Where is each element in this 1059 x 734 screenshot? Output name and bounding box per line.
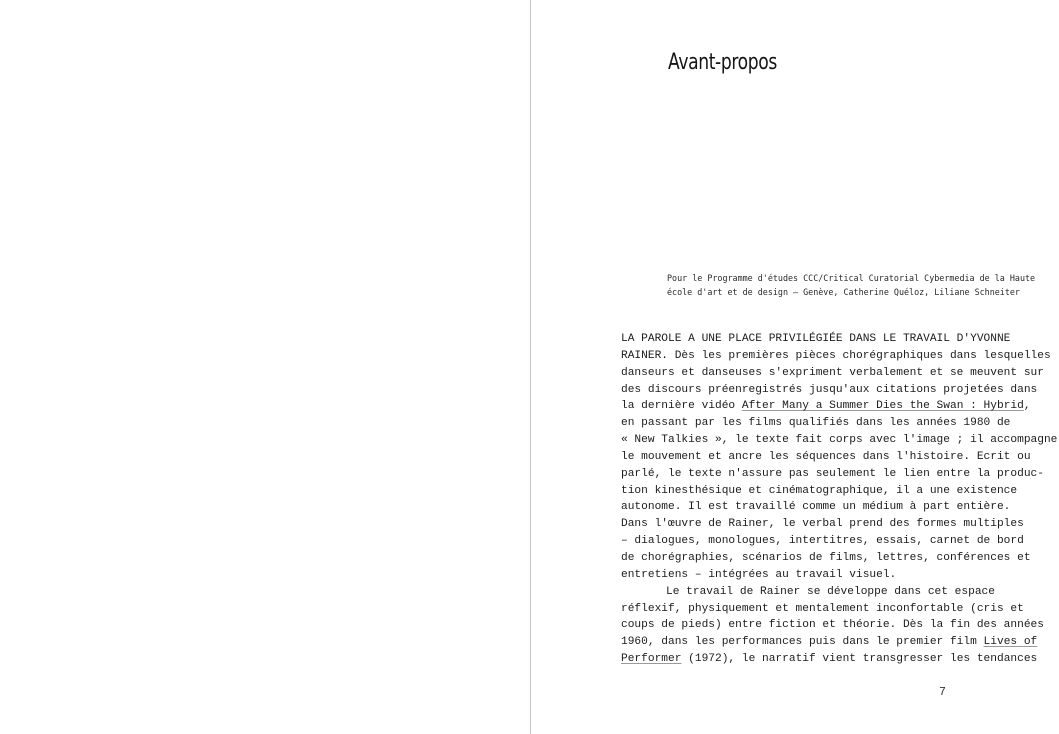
body-line: tion kinesthésique et cinématographique, il a une existence: [621, 484, 1018, 497]
credit-note: [667, 271, 1036, 299]
credit-line: école d'art et de design – Genève, Catherine Quéloz, Liliane Schneiter: [667, 287, 1020, 297]
body-line: – dialogues, monologues, intertitres, essais, carnet de bord: [621, 535, 1024, 548]
body-line-indented: Le travail de Rainer se développe dans cet espace: [666, 585, 995, 598]
page-number: 7: [939, 686, 946, 699]
right-page: [531, 0, 1059, 734]
body-line: LA PAROLE A UNE PLACE PRIVILÉGIÉE DANS LE TRAVAIL D'YVONNE: [621, 333, 1011, 345]
body-line: 1960, dans les performances puis dans le premier film Lives of: [621, 636, 1038, 649]
body-line: coups de pieds) entre fiction et théorie. Dès la fin des années: [621, 619, 1044, 632]
body-line: la dernière vidéo After Many a Summer Dies the Swan : Hybrid,: [621, 400, 1031, 413]
body-line: « New Talkies », le texte fait corps avec l'image ; il accompagne: [621, 434, 1058, 447]
body-line: de chorégraphies, scénarios de films, lettres, conférences et: [621, 551, 1031, 564]
body-line: Performer (1972), le narratif vient transgresser les tendances: [621, 653, 1038, 666]
body-line: des discours préenregistrés jusqu'aux citations projetées dans: [621, 383, 1038, 396]
body-line: danseurs et danseuses s'expriment verbalement et se meuvent sur: [621, 366, 1044, 379]
body-line: le mouvement et ancre les séquences dans l'histoire. Ecrit ou: [621, 450, 1031, 463]
body-line: RAINER. Dès les premières pièces chorégraphiques dans lesquelles: [621, 349, 1051, 362]
work-title-after-many-a-summer: After Many a Summer Dies the Swan : Hybrid: [741, 400, 1024, 413]
body-line: réflexif, physiquement et mentalement inconfortable (cris et: [621, 602, 1024, 615]
work-title-lives-of-performer: Performer: [621, 653, 682, 666]
work-title-lives-of-performer: Lives of: [983, 636, 1038, 649]
body-line: Dans l'œuvre de Rainer, le verbal prend des formes multiples: [621, 518, 1024, 531]
body-line: parlé, le texte n'assure pas seulement le lien entre la produc-: [621, 467, 1044, 480]
body-line: en passant par les films qualifiés dans les années 1980 de: [621, 417, 1011, 430]
body-text: [621, 331, 1058, 668]
credit-line: Pour le Programme d'études CCC/Critical Curatorial Cybermedia de la Haute: [667, 273, 1036, 283]
body-line: entretiens – intégrées au travail visuel.: [621, 568, 897, 581]
body-line: autonome. Il est travaillé comme un médium à part entière.: [621, 501, 1011, 514]
page-heading: Avant-propos: [668, 50, 777, 75]
